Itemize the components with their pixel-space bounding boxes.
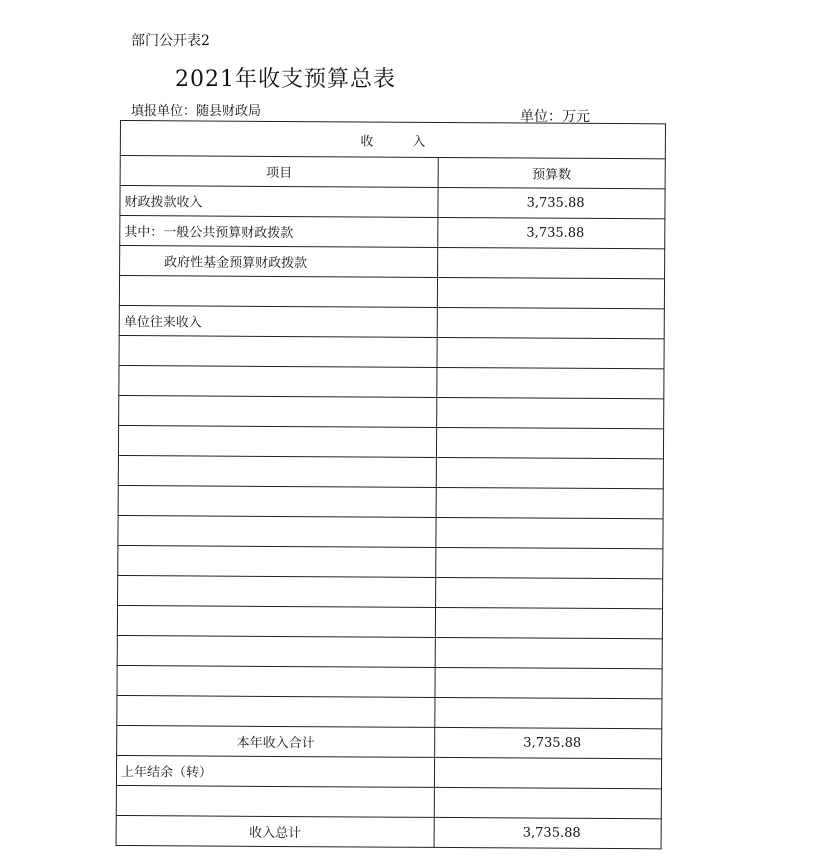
row-amount: [436, 577, 663, 608]
section-header: 收 入: [120, 121, 665, 159]
table-row: [118, 485, 663, 518]
unit-label: 单位：万元: [520, 109, 590, 125]
row-amount: [435, 697, 662, 728]
total-amount: 3,735.88: [434, 817, 661, 848]
row-item: 单位往来收入: [119, 305, 437, 337]
table-row: [119, 276, 664, 309]
row-item: [118, 455, 436, 487]
row-item: [117, 605, 435, 637]
table-row: [118, 545, 663, 578]
row-item: [118, 515, 436, 547]
row-item: [116, 785, 434, 817]
subtotal-amount: 3,735.88: [435, 727, 662, 758]
row-amount: [435, 667, 662, 698]
row-item: [119, 365, 437, 397]
table-row: [119, 365, 664, 398]
table-row: [120, 246, 665, 279]
row-amount: 3,735.88: [438, 217, 665, 248]
page-title: 2021年收支预算总表: [175, 67, 396, 92]
table-row: [120, 216, 665, 249]
row-item: [118, 425, 436, 457]
total-row: [116, 815, 661, 848]
table-row: [118, 575, 663, 608]
table-row: [117, 695, 662, 728]
row-amount: [436, 427, 663, 458]
row-item: [119, 395, 437, 427]
document-label: 部门公开表2: [131, 33, 210, 49]
row-item: [117, 695, 435, 727]
row-item: 财政拨款收入: [120, 186, 438, 218]
row-item: 其中：一般公共预算财政拨款: [120, 216, 438, 248]
column-header-item: 项目: [120, 156, 438, 188]
row-item: [117, 635, 435, 667]
row-amount: 3,735.88: [438, 187, 665, 218]
row-amount: [436, 487, 663, 518]
table-row: [118, 515, 663, 548]
subtotal-label: 本年收入合计: [117, 725, 435, 757]
carryover-amount: [434, 757, 661, 788]
column-header-amount: 预算数: [438, 157, 665, 188]
table-row: [118, 425, 663, 458]
subtotal-row: [117, 725, 662, 758]
row-amount: [435, 607, 662, 638]
row-item: [118, 575, 436, 607]
filling-unit: 填报单位：随县财政局: [131, 104, 262, 119]
row-amount: [436, 457, 663, 488]
row-item: [118, 485, 436, 517]
row-item: [118, 545, 436, 577]
table-row: [119, 395, 664, 428]
row-amount: [437, 337, 664, 368]
row-amount: [435, 637, 662, 668]
section-header-row: [120, 121, 665, 159]
row-amount: [434, 787, 661, 818]
row-amount: [437, 397, 664, 428]
table-row: [120, 186, 665, 219]
carryover-row: [116, 755, 661, 788]
row-item: [117, 665, 435, 697]
row-item: [119, 335, 437, 367]
table-row: [117, 605, 662, 638]
row-amount: [436, 517, 663, 548]
row-item: 政府性基金预算财政拨款: [120, 246, 438, 278]
table-row: [119, 305, 664, 338]
carryover-label: 上年结余（转）: [116, 755, 434, 787]
table-row: [118, 455, 663, 488]
table-row: [116, 785, 661, 818]
row-amount: [436, 547, 663, 578]
column-header-row: [120, 156, 665, 189]
table-row: [117, 665, 662, 698]
table-row: [117, 635, 662, 668]
budget-sheet: [116, 120, 665, 842]
budget-table: [116, 120, 666, 849]
total-label: 收入总计: [116, 815, 434, 847]
row-amount: [437, 277, 664, 308]
row-amount: [437, 367, 664, 398]
row-amount: [437, 307, 664, 338]
row-item: [119, 276, 437, 308]
table-row: [119, 335, 664, 368]
row-amount: [438, 247, 665, 278]
